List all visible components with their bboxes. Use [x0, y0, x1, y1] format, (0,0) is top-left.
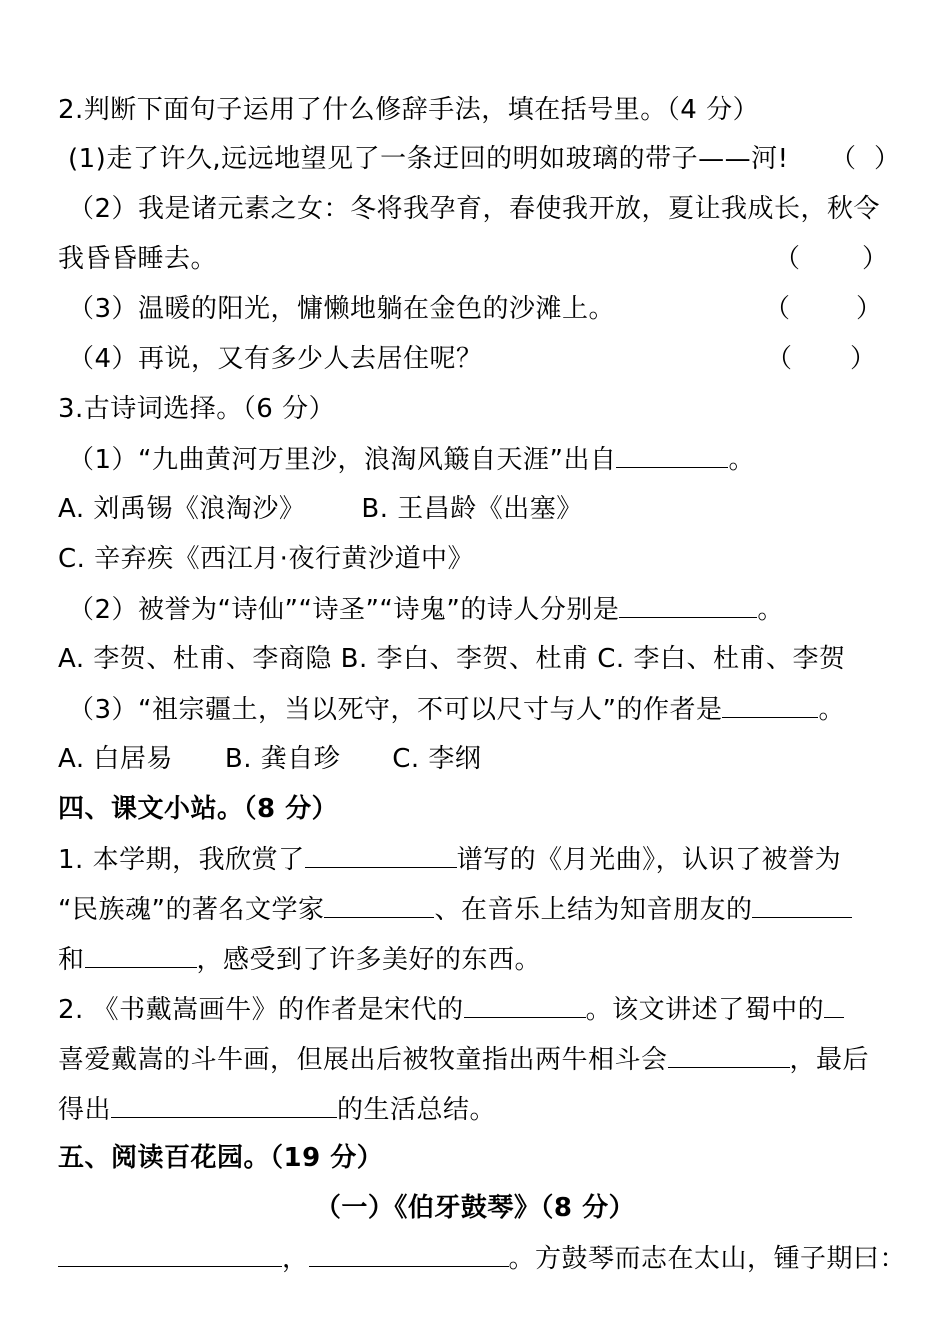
sec4-q1-blank-writer[interactable]: [324, 891, 434, 918]
q2-title: 2.判断下面句子运用了什么修辞手法，填在括号里。（4 分）: [58, 95, 760, 125]
q2-item-1-paren-open: （: [830, 144, 857, 174]
sec4-q2-text-c2: 的生活总结。: [337, 1095, 497, 1125]
q3-item-1-end: 。: [728, 445, 755, 475]
sec4-q1-text-c1: 和: [58, 945, 85, 975]
q3-item-3-option-b: B. 龚自珍: [224, 744, 341, 774]
q2-item-2-paren-open: （: [774, 244, 801, 274]
q3-item-2-end: 。: [757, 595, 784, 625]
sec4-q2-text-a2: 。该文讲述了蜀中的: [585, 995, 825, 1025]
sec4-q1-blank-friend-2[interactable]: [85, 941, 197, 968]
sec5-blank-2[interactable]: [309, 1240, 509, 1267]
sec4-q2-text-c1: 得出: [58, 1095, 112, 1125]
sec5-blank-1[interactable]: [58, 1240, 282, 1267]
q2-item-1-paren-close: ）: [874, 144, 901, 174]
sec4-q1-blank-friend-1[interactable]: [752, 891, 852, 918]
q3-item-2-text: （2）被誉为“诗仙”“诗圣”“诗鬼”的诗人分别是: [68, 595, 620, 625]
sec4-q2-blank-behavior[interactable]: [668, 1041, 790, 1068]
section-5-heading: 五、阅读百花园。（19 分）: [58, 1143, 384, 1173]
q3-item-2-options: A. 李贺、杜甫、李商隐 B. 李白、李贺、杜甫 C. 李白、杜甫、李贺: [58, 644, 846, 674]
q3-item-2-blank[interactable]: [619, 591, 757, 618]
q2-item-2b: 我昏昏睡去。: [58, 244, 218, 274]
sec4-q1-text-a1: 1. 本学期，我欣赏了: [58, 845, 305, 875]
q3-item-3-option-a: A. 白居易: [58, 744, 173, 774]
sec4-q2-text-b1: 喜爱戴嵩的斗牛画，但展出后被牧童指出两牛相斗会: [58, 1045, 668, 1075]
q2-item-4-paren-close: ）: [850, 344, 877, 374]
sec4-q2-line-a: [58, 991, 898, 1028]
sec4-q2-line-c: [58, 1091, 898, 1128]
q3-item-1-option-a: A. 刘禹锡《浪淘沙》: [58, 494, 306, 524]
q2-item-3-paren-open: （: [764, 294, 791, 324]
q3-item-1-blank[interactable]: [616, 441, 728, 468]
q3-item-3-options: [58, 741, 898, 777]
q3-item-1-option-c: C. 辛弃疾《西江月·夜行黄沙道中》: [58, 544, 474, 574]
q2-item-3: （3）温暖的阳光，慵懒地躺在金色的沙滩上。: [68, 294, 616, 324]
section-5-subheading: （一）《伯牙鼓琴》（8 分）: [314, 1193, 636, 1223]
sec4-q1-text-b2: 、在音乐上结为知音朋友的: [434, 895, 753, 925]
sec4-q2-line-b: [58, 1041, 898, 1078]
sec4-q2-text-b2: ，最后: [789, 1045, 870, 1075]
q3-item-1-text: （1）“九曲黄河万里沙，浪淘风簸自天涯”出自: [68, 445, 617, 475]
q3-item-3-option-c: C. 李纲: [392, 744, 482, 774]
q3-item-1: [68, 441, 908, 478]
sec5-passage-line-1: [58, 1240, 907, 1277]
sec4-q2-blank-person[interactable]: [824, 991, 844, 1018]
sec4-q2-text-a1: 2. 《书戴嵩画牛》的作者是宋代的: [58, 995, 464, 1025]
q3-item-3: [68, 691, 908, 728]
q3-item-3-blank[interactable]: [722, 691, 818, 718]
sec4-q1-line-a: [58, 841, 898, 878]
sec4-q1-text-a2: 谱写的《月光曲》，认识了被誉为: [456, 845, 842, 875]
sec4-q1-text-c2: ，感受到了许多美好的东西。: [196, 945, 542, 975]
sec4-q2-blank-author[interactable]: [464, 991, 586, 1018]
q3-title: 3.古诗词选择。（6 分）: [58, 394, 336, 424]
sec4-q1-line-b: [58, 891, 898, 928]
q2-item-4: （4）再说，又有多少人去居住呢？: [68, 344, 483, 374]
q2-item-1-text: (1)走了许久,远远地望见了一条迂回的明如玻璃的带子——河!: [68, 144, 789, 174]
q2-item-2a: （2）我是诸元素之女：冬将我孕育，春使我开放，夏让我成长，秋令: [68, 194, 881, 224]
sec5-comma: ，: [282, 1244, 309, 1274]
q3-item-3-text: （3）“祖宗疆土，当以死守，不可以尺寸与人”的作者是: [68, 695, 723, 725]
sec5-passage-text: 。方鼓琴而志在太山，锺子期曰：: [508, 1244, 907, 1274]
q2-item-2-paren-close: ）: [862, 244, 889, 274]
section-4-heading: 四、课文小站。（8 分）: [58, 794, 339, 824]
sec4-q1-text-b1: “民族魂”的著名文学家: [58, 895, 325, 925]
q3-item-1-option-b: B. 王昌龄《出塞》: [361, 494, 583, 524]
q2-item-3-paren-close: ）: [856, 294, 883, 324]
q3-item-2: [68, 591, 908, 628]
q3-item-3-end: 。: [818, 695, 845, 725]
sec4-q2-blank-lesson[interactable]: [111, 1091, 337, 1118]
sec4-q1-line-c: [58, 941, 898, 978]
q3-item-1-options-ab: [58, 491, 898, 527]
q2-item-1: [68, 141, 908, 177]
sec4-q1-blank-composer[interactable]: [305, 841, 457, 868]
q2-item-4-paren-open: （: [766, 344, 793, 374]
